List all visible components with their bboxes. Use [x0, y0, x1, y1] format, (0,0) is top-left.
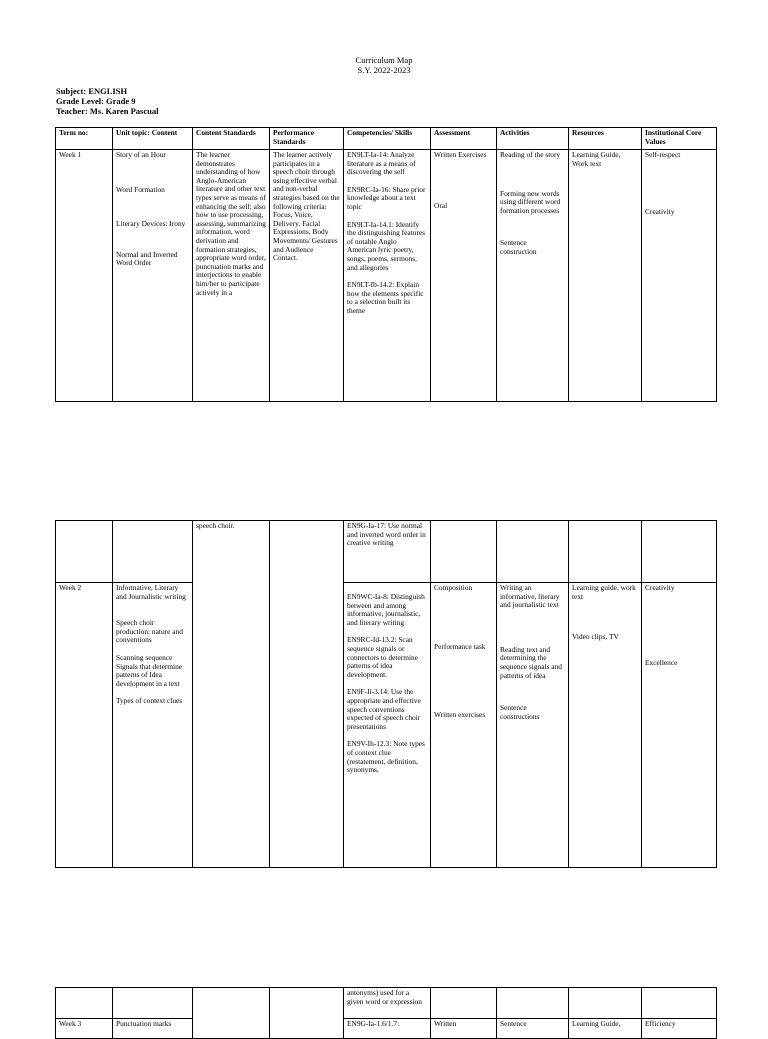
unit-topic-cell	[113, 150, 193, 402]
competencies-cell: antonyms) used for a given word or expression	[344, 988, 431, 1019]
document-header	[0, 55, 768, 75]
teacher-line: Teacher: Ms. Karen Pascual	[56, 106, 159, 116]
topic-item: Normal and Inverted Word Order	[116, 249, 178, 268]
content-standards-cell: The learner demonstrates understanding of how Anglo-American literature and other text types serve as means of enhancing the self; also how to use processing, assessing, summarizing information, word derivation and formation strategies, appropriate word order, punctuation marks and interjections to enable him/her to participate actively in a	[193, 150, 270, 402]
core-values-cell: Efficiency	[642, 1019, 717, 1039]
table-row	[56, 583, 717, 868]
table-row	[56, 521, 717, 583]
resources-cell	[569, 583, 642, 868]
term-cell: Week 1	[56, 150, 113, 402]
term-cell: Week 3	[56, 1019, 113, 1039]
curriculum-table-page-1	[55, 127, 717, 402]
assessment-item: Performance task	[434, 641, 486, 651]
table-row	[56, 1019, 717, 1039]
activity-item: Reading of the story	[500, 150, 561, 159]
activity-item: Sentence constructions	[500, 703, 540, 721]
assessment-item: Oral	[434, 200, 448, 210]
col-header-resources: Resources	[569, 128, 642, 150]
performance-standards-cell: The learner actively participates in a speech choir through using effective verbal and non-verbal strategies based on the following criteria: Focus, Voice, Delivery, Facial Expressions, Body Movements/ Gestures and Audience Contact.	[270, 150, 344, 402]
core-values-cell	[642, 583, 717, 868]
competency-item: EN9LT-Ia-14.1: Identify the distinguishing features of notable Anglo American lyric poetry, songs, poems, sermons, and allegories	[347, 219, 425, 272]
activity-item: Sentence construction	[500, 238, 537, 256]
topic-item: Literary Devices: Irony	[116, 219, 186, 229]
topic-item: Scanning sequence Signals that determine patterns of Idea development in a text	[116, 652, 183, 688]
activities-cell	[497, 150, 569, 402]
competency-item: EN9WC-Ia-8: Distinguish between and among informative, journalistic, and literary writing	[347, 592, 425, 627]
activity-item: Reading text and determining the sequence signals and patterns of idea	[500, 644, 562, 680]
topic-item: Informative, Literary and Journalistic writing	[116, 583, 186, 601]
col-header-core-values: Institutional Core Values	[642, 128, 717, 150]
content-standards-continued: speech choir.	[196, 521, 235, 530]
topic-item: Speech choir production: nature and conventions	[116, 618, 183, 645]
resource-item: Video clips, TV	[572, 632, 619, 642]
competency-item: EN9V-Ih-12.3: Note types of context clue (restatement, definition, synonyms,	[347, 739, 425, 775]
curriculum-table-page-2	[55, 520, 717, 868]
header-row	[56, 128, 717, 150]
competencies-cell	[344, 150, 431, 402]
topic-item: Types of context clues	[116, 696, 183, 706]
competencies-cell	[344, 583, 431, 868]
table-row	[56, 988, 717, 1019]
topic-item: Word Formation	[116, 184, 165, 194]
assessment-cell	[431, 583, 497, 868]
table-row	[56, 150, 717, 402]
activity-item: Forming new words using different word formation processes	[500, 188, 561, 215]
competency-item: EN9RC-Id-13.2: Scan sequence signals or connectors to determine patterns of idea development.	[347, 635, 419, 679]
value-item: Creativity	[645, 206, 675, 216]
col-header-activities: Activities	[497, 128, 569, 150]
content-standards-cell	[193, 521, 270, 868]
col-header-assessment: Assessment	[431, 128, 497, 150]
assessment-cell: Written	[431, 1019, 497, 1039]
competency-item: EN9LT-Ia-14: Analyze literature as a means of discovering the self	[347, 150, 416, 177]
school-year: S.Y. 2022-2023	[357, 65, 411, 75]
resource-item: Learning Guide, Work text	[572, 150, 621, 168]
subject-line: Subject: ENGLISH	[56, 86, 128, 96]
curriculum-table-page-3	[55, 987, 717, 1039]
value-item: Creativity	[645, 583, 675, 592]
assessment-item: Written Exercises	[434, 150, 487, 159]
term-cell: Week 2	[56, 583, 113, 868]
competency-item: EN9LT-Ib-14.2: Explain how the elements specific to a selection built its theme	[347, 280, 424, 315]
assessment-item: Written exercises	[434, 710, 486, 720]
activities-cell: Sentence	[497, 1019, 569, 1039]
assessment-cell	[431, 150, 497, 402]
competencies-cell: EN9G-Ia-17: Use normal and inverted word order in creative writing	[344, 521, 431, 583]
unit-topic-cell: Punctuation marks	[113, 1019, 193, 1039]
col-header-term: Term no:	[56, 128, 113, 150]
col-header-unit-topic: Unit topic: Content	[113, 128, 193, 150]
value-item: Self-respect	[645, 150, 681, 159]
document-title: Curriculum Map	[355, 55, 413, 65]
resources-cell	[569, 150, 642, 402]
competency-item: EN9RC-Ia-16: Share prior knowledge about a text topic	[347, 184, 426, 211]
value-item: Excellence	[645, 657, 678, 667]
col-header-content-standards: Content Standards	[193, 128, 270, 150]
assessment-item: Composition	[434, 583, 473, 592]
document-meta	[56, 86, 158, 116]
grade-level-line: Grade Level: Grade 9	[56, 96, 136, 106]
col-header-competencies: Competencies/ Skills	[344, 128, 431, 150]
competencies-cell: EN9G-Ia-1.6/1.7:	[344, 1019, 431, 1039]
resource-item: Learning guide, work text	[572, 583, 636, 601]
col-header-performance-standards: Performance Standards	[270, 128, 344, 150]
topic-item: Story of an Hour	[116, 150, 166, 159]
unit-topic-cell	[113, 583, 193, 868]
activity-item: Writing an informative, literary and journalistic text	[500, 583, 560, 610]
competency-item: EN9F-Ii-3.14: Use the appropriate and effective speech conventions expected of speech choir presentations	[347, 687, 421, 731]
core-values-cell	[642, 150, 717, 402]
resources-cell: Learning Guide,	[569, 1019, 642, 1039]
activities-cell	[497, 583, 569, 868]
